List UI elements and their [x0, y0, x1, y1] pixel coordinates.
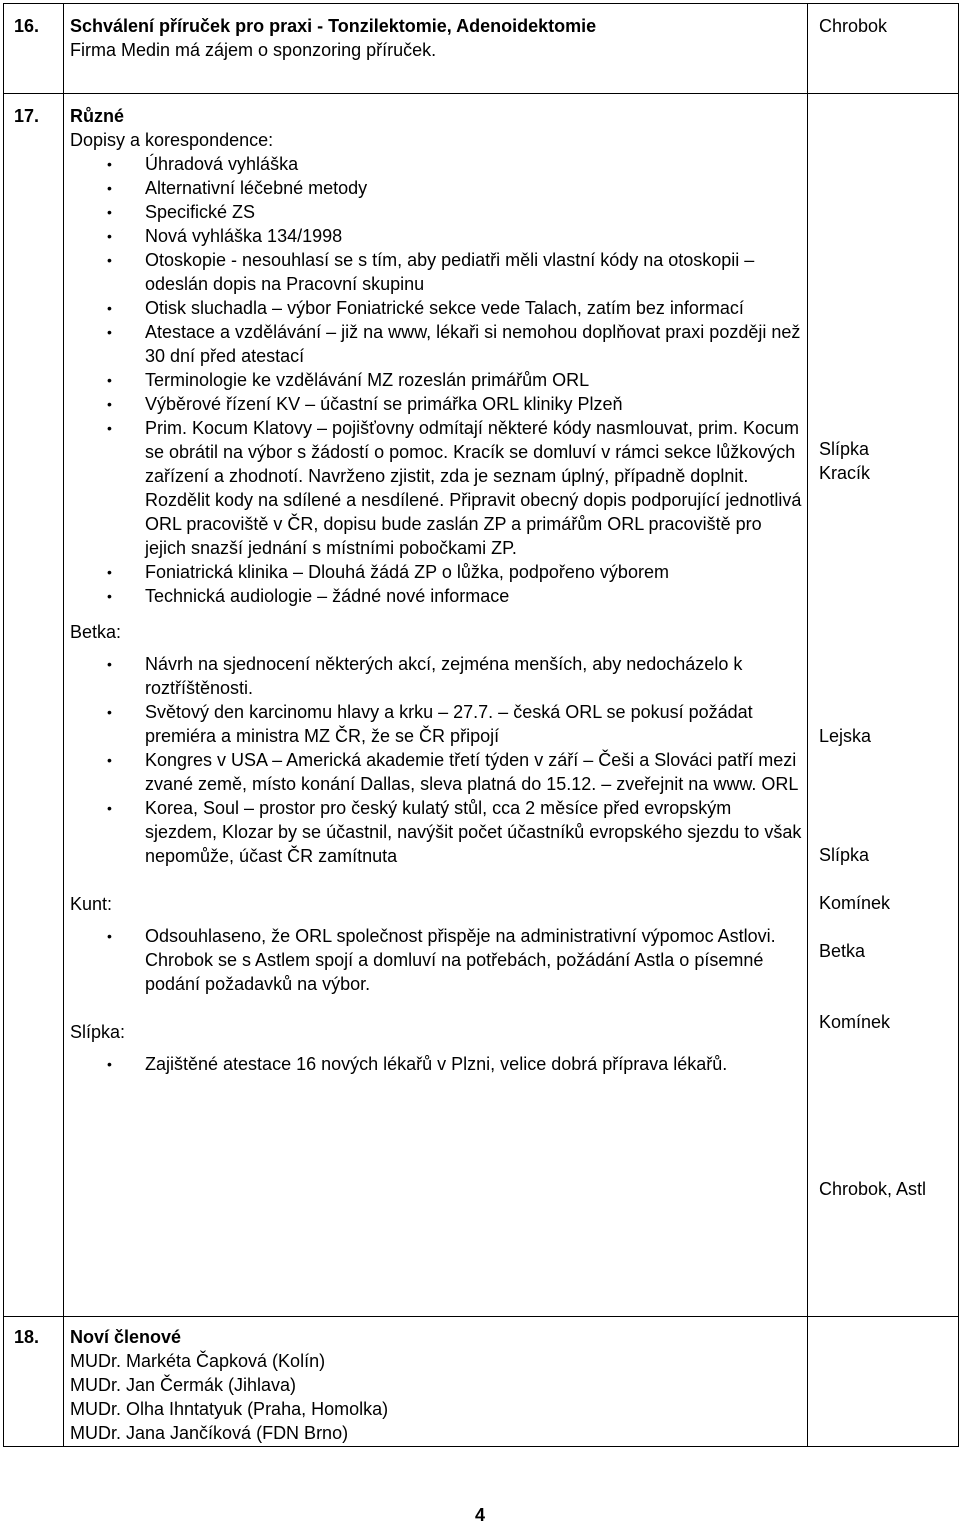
agenda-row-17	[4, 94, 959, 1317]
item-content	[64, 94, 808, 1317]
agenda-row-16	[4, 4, 959, 94]
list-item: • Foniatrická klinika – Dlouhá žádá ZP o lůžka, podpořeno výborem	[70, 560, 803, 584]
list-item: • Návrh na sjednocení některých akcí, zejména menších, aby nedocházelo k roztříštěnosti.	[70, 652, 803, 700]
list-item: • Korea, Soul – prostor pro český kulatý stůl, cca 2 měsíce před evropským sjezdem, Klozar by se účastnil, navýšit počet účastníků evropského sjezdu to však nepomůže, účast ČR zamítnuta	[70, 796, 803, 868]
list-item: • Zajištěné atestace 16 nových lékařů v Plzni, velice dobrá příprava lékařů.	[70, 1052, 803, 1076]
item-content	[64, 4, 808, 94]
item-number: 17.	[4, 94, 64, 1317]
item-title: Schválení příruček pro praxi - Tonzilektomie, Adenoidektomie	[70, 16, 597, 36]
responsible-name: Slípka	[819, 845, 870, 865]
item-responsible	[808, 1317, 959, 1447]
section-label-slipka: Slípka:	[70, 1022, 126, 1042]
agenda-table	[3, 3, 959, 1447]
page-number: 4	[474, 1505, 485, 1525]
list-item: • Výběrové řízení KV – účastní se primářka ORL kliniky Plzeň	[70, 392, 803, 416]
item-content	[64, 1317, 808, 1447]
list-item: • Prim. Kocum Klatovy – pojišťovny odmítají některé kódy nasmlouvat, prim. Kocum se obrátil na výbor s žádostí o pomoc. Kracík se domluví v rámci sekce lůžkových zařízení a zhodnotí. Navrženo zjistit, zda je seznam úplný, případně doplnit. Rozdělit kody na sdílené a nesdílené. Připravit obecný dopis podporující jednotlivá ORL pracoviště v ČR, dopisu bude zaslán ZP a primářům ORL pracoviště pro jejich snazší jednání s místními pobočkami ZP.	[70, 416, 803, 560]
item-number: 16.	[4, 4, 64, 94]
list-item: • Úhradová vyhláška	[70, 152, 803, 176]
list-item: • Atestace a vzdělávání – již na www, lékaři si nemohou doplňovat praxi později než 30 dní před atestací	[70, 320, 803, 368]
section-label-kunt: Kunt:	[70, 894, 113, 914]
member-entry: MUDr. Jana Jančíková (FDN Brno)	[70, 1423, 349, 1443]
agenda-row-18	[4, 1317, 959, 1447]
list-item: • Světový den karcinomu hlavy a krku – 27.7. – česká ORL se pokusí požádat premiéra a ministra MZ ČR, že se ČR připojí	[70, 700, 803, 748]
item-number: 18.	[4, 1317, 64, 1447]
responsible-name: Betka	[819, 941, 866, 961]
letters-list	[70, 152, 803, 608]
member-entry: MUDr. Jan Čermák (Jihlava)	[70, 1375, 297, 1395]
list-item: • Otisk sluchadla – výbor Foniatrické sekce vede Talach, zatím bez informací	[70, 296, 803, 320]
item-title: Různé	[70, 106, 124, 126]
slipka-list	[70, 1052, 803, 1076]
responsible-name: Lejska	[819, 726, 872, 746]
list-item: • Otoskopie - nesouhlasí se s tím, aby pediatři měli vlastní kódy na otoskopii – odeslán dopis na Pracovní skupinu	[70, 248, 803, 296]
item-responsible: Chrobok	[808, 4, 959, 94]
kunt-list	[70, 924, 803, 996]
responsible-name: Komínek	[819, 1012, 891, 1032]
list-item: • Specifické ZS	[70, 200, 803, 224]
responsible-name: Slípka	[819, 439, 870, 459]
list-item: • Alternativní léčebné metody	[70, 176, 803, 200]
item-line: Firma Medin má zájem o sponzoring příruček.	[70, 40, 437, 60]
betka-list	[70, 652, 803, 868]
letters-intro: Dopisy a korespondence:	[70, 130, 274, 150]
list-item: • Kongres v USA – Americká akademie třetí týden v září – Češi a Slováci patří mezi zvané země, místo konání Dallas, sleva platná do 15.12. – zveřejnit na www. ORL	[70, 748, 803, 796]
list-item: • Terminologie ke vzdělávání MZ rozeslán primářům ORL	[70, 368, 803, 392]
responsible-name: Kracík	[819, 463, 871, 483]
list-item: • Odsouhlaseno, že ORL společnost přispěje na administrativní výpomoc Astlovi. Chrobok se s Astlem spojí a domluví na potřebách, požádání Astla o písemné podání požadavků na výbor.	[70, 924, 803, 996]
section-label-betka: Betka:	[70, 622, 122, 642]
responsible-name: Komínek	[819, 893, 891, 913]
list-item: • Technická audiologie – žádné nové informace	[70, 584, 803, 608]
item-title: Noví členové	[70, 1327, 182, 1347]
member-entry: MUDr. Markéta Čapková (Kolín)	[70, 1351, 326, 1371]
member-entry: MUDr. Olha Ihntatyuk (Praha, Homolka)	[70, 1399, 389, 1419]
list-item: • Nová vyhláška 134/1998	[70, 224, 803, 248]
responsible-block	[808, 94, 958, 1316]
responsible-name: Chrobok, Astl	[819, 1179, 927, 1199]
item-responsible	[808, 94, 959, 1317]
